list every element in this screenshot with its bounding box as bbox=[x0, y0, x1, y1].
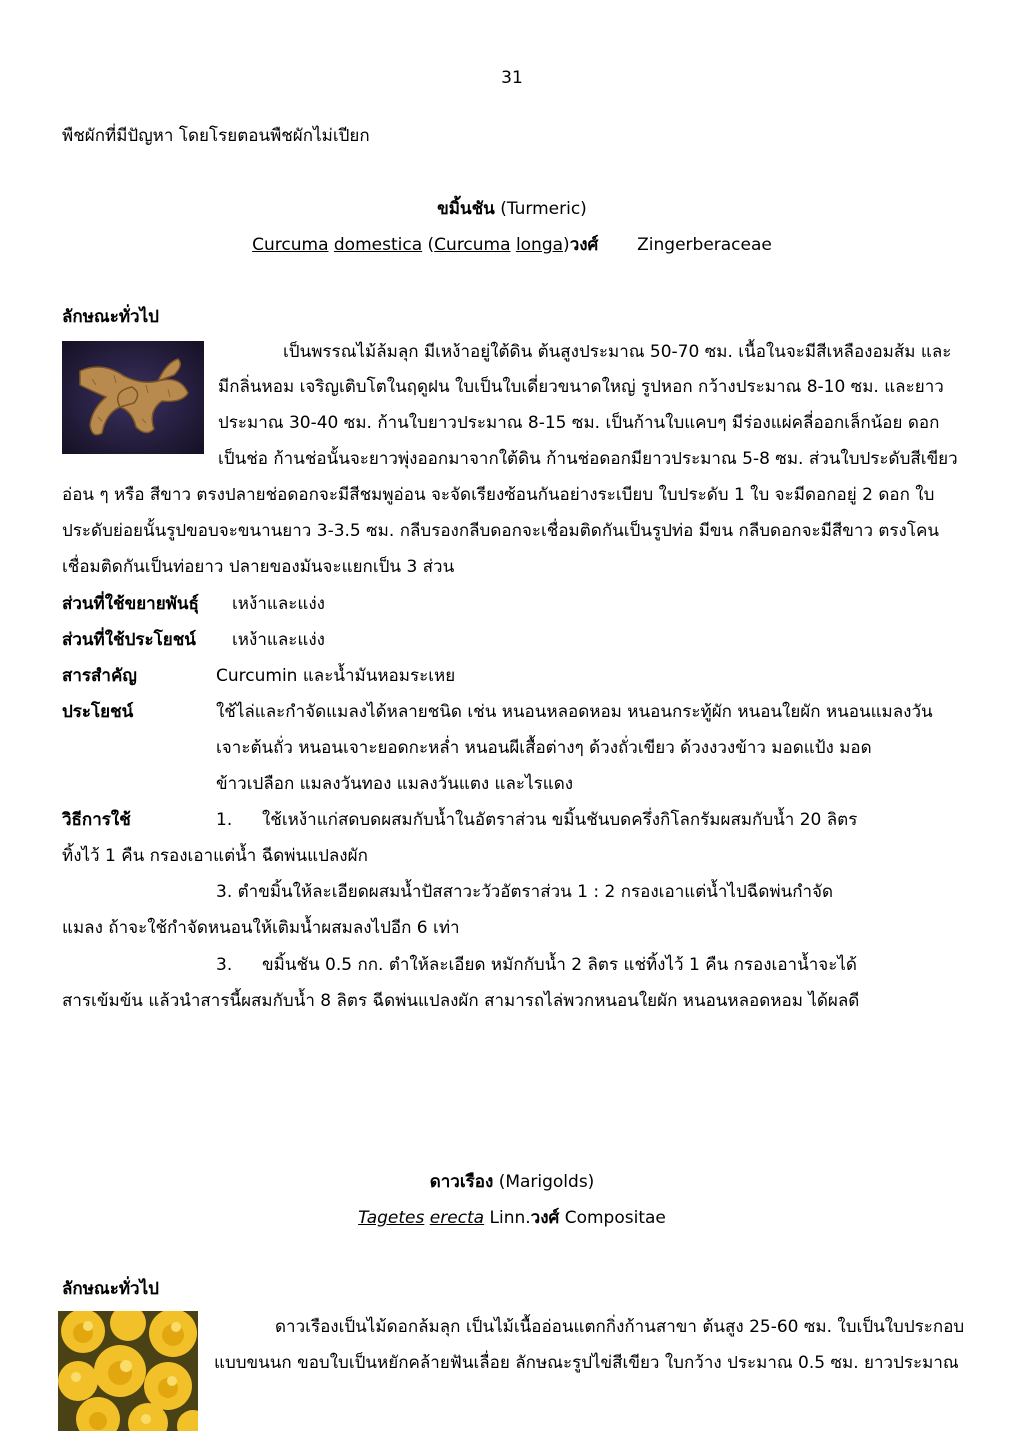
turmeric-desc-line: อ่อน ๆ หรือ สีขาว ตรงปลายช่อดอกจะมีสีชมพูอ่อน จะจัดเรียงซ้อนกันอย่างระเบียบ ใบประดับ 1 ใบ จะมีดอกอยู่ 2 ดอก ใบ bbox=[62, 485, 935, 505]
turmeric-desc-line: ประดับย่อยนั้นรูปขอบจะขนานยาว 3-3.5 ซม. กลีบรองกลีบดอกจะเชื่อมติดกันเป็นรูปท่อ มีขน กลีบดอกจะมีสีขาว ตรงโคน bbox=[62, 521, 939, 541]
compound-label: สารสำคัญ bbox=[62, 666, 137, 686]
method-1-line: ทิ้งไว้ 1 คืน กรองเอาแต่น้ำ ฉีดพ่นแปลงผัก bbox=[62, 846, 368, 866]
marigold-title bbox=[0, 1172, 1024, 1192]
paren-close: ) bbox=[563, 235, 570, 255]
section-heading: พืชผักที่มีปัญหา โดยโรยตอนพืชผักไม่เปียก bbox=[62, 126, 370, 146]
method-1-line: ใช้เหง้าแก่สดบดผสมกับน้ำในอัตราส่วน ขมิ้นชันบดครึ่งกิโลกรัมผสมกับน้ำ 20 ลิตร bbox=[262, 810, 858, 830]
marigold-desc-line: ดาวเรืองเป็นไม้ดอกล้มลุก เป็นไม้เนื้ออ่อนแตกกิ่งก้านสาขา ต้นสูง 25-60 ซม. ใบเป็นใบประกอบ bbox=[275, 1317, 965, 1337]
marigold-scientific-name bbox=[0, 1208, 1024, 1228]
marigold-family-label: วงศ์ bbox=[530, 1208, 560, 1228]
benefit-line: ใช้ไล่และกำจัดแมลงได้หลายชนิด เช่น หนอนหลอดหอม หนอนกระทู้ผัก หนอนใยผัก หนอนแมลงวัน bbox=[216, 702, 933, 722]
turmeric-sci-species: domestica bbox=[333, 235, 423, 255]
turmeric-sci-genus: Curcuma bbox=[252, 235, 329, 255]
marigold-char-heading: ลักษณะทั่วไป bbox=[62, 1279, 159, 1299]
turmeric-desc-line: มีกลิ่นหอม เจริญเติบโตในฤดูฝน ใบเป็นใบเดี่ยวขนาดใหญ่ รูปหอก กว้างประมาณ 8-10 ซม. และยาว bbox=[218, 377, 944, 397]
compound-value: Curcumin และน้ำมันหอมระเหย bbox=[216, 666, 456, 686]
marigold-name-en: (Marigolds) bbox=[498, 1172, 595, 1192]
method-3b-line: ขมิ้นชัน 0.5 กก. ตำให้ละเอียด หมักกับน้ำ 2 ลิตร แช่ทิ้งไว้ 1 คืน กรองเอาน้ำจะได้ bbox=[262, 955, 857, 975]
turmeric-name-en: (Turmeric) bbox=[500, 199, 587, 219]
turmeric-desc-line: เป็นช่อ ก้านช่อนั้นจะยาวพุ่งออกมาจากใต้ดิน ก้านช่อดอกมียาวประมาณ 5-8 ซม. ส่วนใบประดับสีเขียว bbox=[218, 449, 958, 469]
method-label: วิธีการใช้ bbox=[62, 810, 131, 830]
turmeric-desc-line: ประมาณ 30-40 ซม. ก้านใบยาวประมาณ 8-15 ซม. เป็นก้านใบแคบๆ มีร่องแผ่คลี่ออกเล็กน้อย ดอก bbox=[218, 413, 940, 433]
turmeric-title bbox=[0, 199, 1024, 219]
turmeric-sci-genus-2: Curcuma bbox=[434, 235, 511, 255]
turmeric-name-th: ขมิ้นชัน bbox=[437, 199, 495, 219]
method-3b-line: สารเข้มข้น แล้วนำสารนี้ผสมกับน้ำ 8 ลิตร ฉีดพ่นแปลงผัก สามารถไล่พวกหนอนใยผัก หนอนหลอดหอม ได้ผลดี bbox=[62, 991, 860, 1011]
method-3a-line: แมลง ถ้าจะใช้กำจัดหนอนให้เติมน้ำผสมลงไปอีก 6 เท่า bbox=[62, 918, 460, 938]
marigold-family: Compositae bbox=[564, 1208, 666, 1228]
benefit-line: เจาะต้นถั่ว หนอนเจาะยอดกะหล่ำ หนอนผีเสื้อต่างๆ ด้วงถั่วเขียว ด้วงงวงข้าว มอดแป้ง มอด bbox=[216, 738, 872, 758]
method-3b-number: 3. bbox=[216, 955, 233, 975]
benefit-line: ข้าวเปลือก แมลงวันทอง แมลงวันแตง และไรแดง bbox=[216, 774, 574, 794]
turmeric-family-label: วงศ์ bbox=[569, 235, 599, 255]
method-1-number: 1. bbox=[216, 810, 233, 830]
paren-open: ( bbox=[427, 235, 435, 255]
turmeric-desc-line: เป็นพรรณไม้ล้มลุก มีเหง้าอยู่ใต้ดิน ต้นสูงประมาณ 50-70 ซม. เนื้อในจะมีสีเหลืองอมส้ม และ bbox=[283, 342, 952, 362]
turmeric-image bbox=[62, 341, 204, 454]
benefit-label: ประโยชน์ bbox=[62, 702, 134, 722]
used-part-value: เหง้าและแง่ง bbox=[232, 630, 325, 650]
propagation-value: เหง้าและแง่ง bbox=[232, 594, 325, 614]
turmeric-char-heading: ลักษณะทั่วไป bbox=[62, 307, 159, 327]
method-3a-line: 3. ตำขมิ้นให้ละเอียดผสมน้ำปัสสาวะวัวอัตราส่วน 1 : 2 กรองเอาแต่น้ำไปฉีดพ่นกำจัด bbox=[216, 882, 834, 902]
marigold-image bbox=[58, 1311, 198, 1431]
turmeric-sci-species-2: longa bbox=[515, 235, 564, 255]
turmeric-family: Zingerberaceae bbox=[637, 235, 772, 255]
page-number: 31 bbox=[501, 68, 523, 88]
marigold-name-th: ดาวเรือง bbox=[429, 1172, 494, 1192]
turmeric-scientific-name bbox=[0, 235, 1024, 255]
marigold-desc-line: แบบขนนก ขอบใบเป็นหยักคล้ายฟันเลื่อย ลักษณะรูปไข่สีเขียว ใบกว้าง ประมาณ 0.5 ซม. ยาวประมาณ bbox=[214, 1353, 959, 1373]
used-part-label: ส่วนที่ใช้ประโยชน์ bbox=[62, 630, 196, 650]
marigold-sci-genus: Tagetes bbox=[358, 1208, 425, 1228]
marigold-sci-species: erecta bbox=[429, 1208, 485, 1228]
propagation-label: ส่วนที่ใช้ขยายพันธุ์ bbox=[62, 594, 199, 614]
marigold-author: Linn. bbox=[489, 1208, 531, 1228]
turmeric-desc-line: เชื่อมติดกันเป็นท่อยาว ปลายของมันจะแยกเป็น 3 ส่วน bbox=[62, 557, 455, 577]
